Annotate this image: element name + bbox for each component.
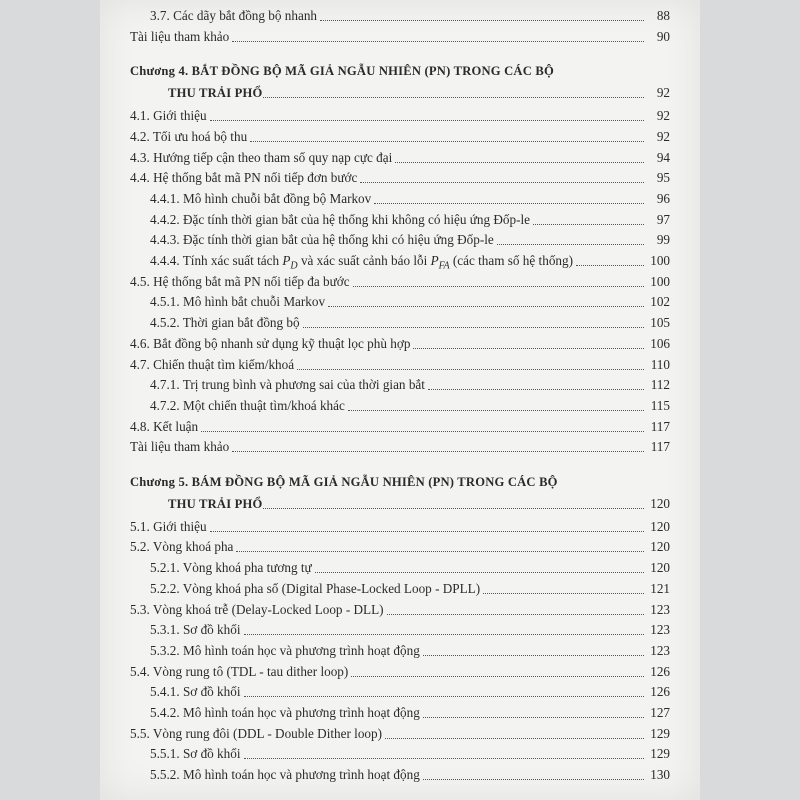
dot-leader xyxy=(348,410,644,411)
book-page xyxy=(100,0,700,800)
dot-leader xyxy=(263,97,644,98)
page-number: 99 xyxy=(656,232,670,248)
toc-entry xyxy=(100,662,700,682)
entry-title: 4.8. Kết luận xyxy=(130,418,199,434)
entry-title: 4.4.4. Tính xác suất tách $P_D$ và xác suất cảnh báo lỗi $P_{FA}$ (các tham số hệ thống) xyxy=(150,253,573,272)
entry-title: 5.2.1. Vòng khoá pha tương tự xyxy=(150,560,312,576)
entry-title: 4.3. Hướng tiếp cận theo tham số quy nạp cực đại xyxy=(130,149,393,165)
page-number: 100 xyxy=(650,253,670,268)
toc-entry xyxy=(100,765,700,785)
page-number: 90 xyxy=(656,28,670,44)
page-number: 130 xyxy=(650,767,670,783)
toc-entry xyxy=(100,641,700,661)
dot-leader xyxy=(423,779,644,780)
chapter-title: THU TRẢI PHỔ xyxy=(168,86,263,101)
page-number: 127 xyxy=(650,705,670,720)
entry-title: 5.4.2. Mô hình toán học và phương trình hoạt động xyxy=(150,705,420,720)
dot-leader xyxy=(244,634,644,635)
toc-entry xyxy=(100,251,700,271)
toc-entry xyxy=(100,620,700,640)
toc-entry xyxy=(100,189,700,209)
entry-title: Tài liệu tham khảo xyxy=(130,28,230,44)
dot-leader xyxy=(385,738,644,739)
toc-entry xyxy=(100,375,700,395)
entry-title: 4.5.1. Mô hình bắt chuỗi Markov xyxy=(150,294,326,310)
entry-title: 4.4.3. Đặc tính thời gian bắt của hệ thống khi có hiệu ứng Đốp-le xyxy=(150,232,494,248)
dot-leader xyxy=(387,614,644,615)
page-number: 115 xyxy=(650,397,670,413)
page-number: 112 xyxy=(650,377,670,393)
toc-entry xyxy=(100,558,700,578)
chapter-heading xyxy=(100,472,700,492)
dot-leader xyxy=(360,182,644,183)
entry-title: 5.3. Vòng khoá trễ (Delay-Locked Loop - DLL) xyxy=(130,601,384,617)
page-number: 97 xyxy=(656,211,670,227)
entry-title: 5.3.2. Mô hình toán học và phương trình hoạt động xyxy=(150,642,420,658)
dot-leader xyxy=(250,141,644,142)
toc-entry xyxy=(100,313,700,333)
dot-leader xyxy=(263,508,644,509)
toc-entry xyxy=(100,127,700,147)
page-number: 123 xyxy=(650,642,670,658)
entry-title: 5.5.1. Sơ đồ khối xyxy=(150,746,241,762)
toc-entry xyxy=(100,396,700,416)
toc-entry xyxy=(100,537,700,557)
entry-title: 4.1. Giới thiệu xyxy=(130,108,207,124)
dot-leader xyxy=(297,369,644,370)
toc-entry xyxy=(100,600,700,620)
dot-leader xyxy=(244,758,644,759)
toc-entry xyxy=(100,417,700,437)
chapter-heading xyxy=(100,61,700,81)
toc-entry xyxy=(100,579,700,599)
chapter-heading xyxy=(100,83,700,103)
dot-leader xyxy=(423,655,644,656)
toc-entry xyxy=(100,272,700,292)
toc-entry xyxy=(100,334,700,354)
page-number: 105 xyxy=(650,315,670,331)
dot-leader xyxy=(423,717,644,718)
page-number: 100 xyxy=(650,273,670,289)
entry-title: 4.4. Hệ thống bắt mã PN nối tiếp đơn bước xyxy=(130,170,358,186)
dot-leader xyxy=(320,20,644,21)
toc-entry xyxy=(100,168,700,188)
toc-entry xyxy=(100,27,700,47)
entry-title: 5.5.2. Mô hình toán học và phương trình hoạt động xyxy=(150,767,420,783)
page-number: 120 xyxy=(650,560,670,576)
toc-entry xyxy=(100,6,700,26)
entry-title: 4.2. Tối ưu hoá bộ thu xyxy=(130,128,248,144)
entry-title: 4.7. Chiến thuật tìm kiếm/khoá xyxy=(130,356,295,372)
dot-leader xyxy=(413,348,644,349)
page-number: 110 xyxy=(650,356,670,372)
toc-entry xyxy=(100,355,700,375)
page-number: 88 xyxy=(656,8,670,23)
chapter-title: Chương 4. BẮT ĐỒNG BỘ MÃ GIẢ NGẪU NHIÊN (PN) TRONG CÁC BỘ xyxy=(130,64,554,79)
dot-leader xyxy=(315,572,644,573)
toc-entry xyxy=(100,437,700,457)
dot-leader xyxy=(236,551,644,552)
chapter-heading xyxy=(100,494,700,514)
dot-leader xyxy=(210,531,644,532)
dot-leader xyxy=(576,265,644,266)
page-number: 121 xyxy=(650,580,670,596)
page-number: 106 xyxy=(650,335,670,351)
toc-entry xyxy=(100,148,700,168)
page-number: 120 xyxy=(650,518,670,534)
page-number: 126 xyxy=(650,663,670,679)
page-number: 126 xyxy=(650,684,670,700)
page-number: 123 xyxy=(650,601,670,617)
toc-entry xyxy=(100,682,700,702)
toc-entry xyxy=(100,106,700,126)
dot-leader xyxy=(395,162,644,163)
entry-title: Tài liệu tham khảo xyxy=(130,439,230,455)
toc-entry xyxy=(100,210,700,230)
page-number: 92 xyxy=(656,128,670,144)
toc-entry xyxy=(100,230,700,250)
dot-leader xyxy=(351,676,644,677)
page-number: 96 xyxy=(656,190,670,206)
dot-leader xyxy=(303,327,644,328)
dot-leader xyxy=(497,244,644,245)
entry-title: 4.5. Hệ thống bắt mã PN nối tiếp đa bước xyxy=(130,273,350,289)
entry-title: 4.7.1. Trị trung bình và phương sai của thời gian bắt xyxy=(150,377,425,393)
entry-title: 4.5.2. Thời gian bắt đồng bộ xyxy=(150,315,300,331)
entry-title: 4.6. Bắt đồng bộ nhanh sử dụng kỹ thuật lọc phù hợp xyxy=(130,335,411,351)
entry-title: 5.1. Giới thiệu xyxy=(130,518,207,534)
entry-title: 4.7.2. Một chiến thuật tìm/khoá khác xyxy=(150,397,345,413)
toc-entry xyxy=(100,703,700,723)
toc-entry xyxy=(100,517,700,537)
dot-leader xyxy=(328,306,644,307)
dot-leader xyxy=(201,431,644,432)
page-number: 129 xyxy=(650,746,670,762)
page-number: 117 xyxy=(650,418,670,434)
entry-title: 5.4.1. Sơ đồ khối xyxy=(150,684,241,700)
dot-leader xyxy=(232,41,644,42)
entry-title: 5.5. Vòng rung đôi (DDL - Double Dither loop) xyxy=(130,725,382,741)
page-number: 117 xyxy=(650,439,670,455)
page-number: 92 xyxy=(656,108,670,124)
page-number: 92 xyxy=(656,85,670,101)
entry-title: 5.2.2. Vòng khoá pha số (Digital Phase-Locked Loop - DPLL) xyxy=(150,580,481,596)
dot-leader xyxy=(210,120,644,121)
page-number: 123 xyxy=(650,622,670,638)
toc-entry xyxy=(100,744,700,764)
dot-leader xyxy=(533,224,644,225)
entry-title: 5.4. Vòng rung tô (TDL - tau dither loop) xyxy=(130,663,349,679)
page-number: 129 xyxy=(650,725,670,741)
entry-title: 4.4.1. Mô hình chuỗi bắt đồng bộ Markov xyxy=(150,190,372,206)
entry-title: 4.4.2. Đặc tính thời gian bắt của hệ thống khi không có hiệu ứng Đốp-le xyxy=(150,211,530,227)
dot-leader xyxy=(353,286,644,287)
dot-leader xyxy=(244,696,644,697)
chapter-title: THU TRẢI PHỔ xyxy=(168,497,263,511)
entry-title: 5.2. Vòng khoá pha xyxy=(130,539,234,555)
dot-leader xyxy=(483,593,644,594)
page-number: 120 xyxy=(650,539,670,555)
page-number: 102 xyxy=(650,294,670,310)
toc-entry xyxy=(100,292,700,312)
page-number: 120 xyxy=(650,496,670,511)
page-number: 95 xyxy=(656,170,670,186)
page-number: 94 xyxy=(656,149,670,165)
dot-leader xyxy=(374,203,644,204)
entry-title: 3.7. Các dãy bắt đồng bộ nhanh xyxy=(150,8,318,23)
entry-title: 5.3.1. Sơ đồ khối xyxy=(150,622,241,638)
dot-leader xyxy=(232,451,644,452)
dot-leader xyxy=(428,389,644,390)
toc-entry xyxy=(100,724,700,744)
chapter-title: Chương 5. BÁM ĐỒNG BỘ MÃ GIẢ NGẪU NHIÊN (PN) TRONG CÁC BỘ xyxy=(130,475,558,489)
